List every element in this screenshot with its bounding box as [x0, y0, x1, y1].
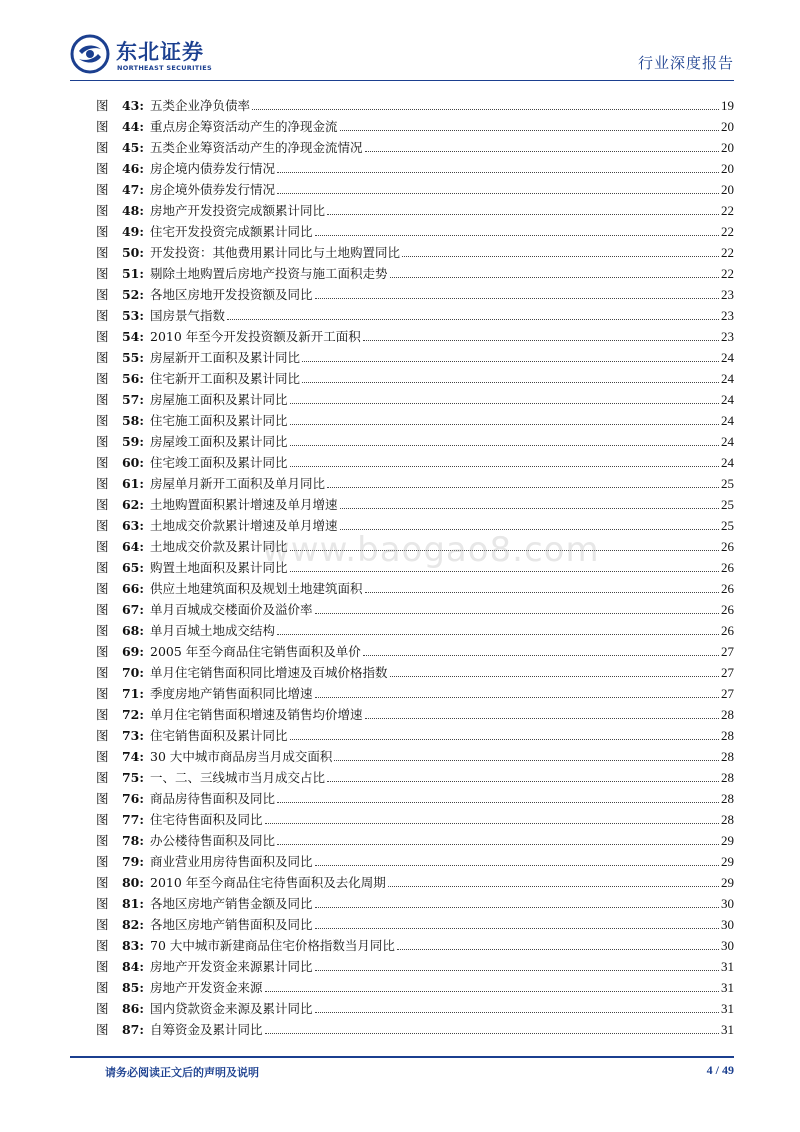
toc-entry[interactable] — [96, 303, 734, 324]
figure-label: 图 — [96, 329, 109, 344]
figure-title: 五类企业净负债率 — [150, 98, 251, 113]
figure-page-number: 30 — [721, 917, 734, 932]
figure-page-number: 24 — [721, 455, 734, 470]
figure-page-number: 30 — [721, 896, 734, 911]
dot-leader — [388, 885, 719, 887]
figure-title: 房屋新开工面积及累计同比 — [150, 350, 301, 365]
dot-leader — [277, 633, 719, 635]
figure-title: 单月百城土地成交结构 — [150, 623, 276, 638]
dot-leader — [327, 213, 719, 215]
figure-page-number: 28 — [721, 812, 734, 827]
figure-title: 住宅开发投资完成额累计同比 — [150, 224, 313, 239]
figure-label: 图 — [96, 560, 109, 575]
toc-entry[interactable] — [96, 471, 734, 492]
figure-page-number: 19 — [721, 98, 734, 113]
figure-title: 开发投资：其他费用累计同比与土地购置同比 — [150, 245, 401, 260]
toc-entry[interactable] — [96, 996, 734, 1017]
brand-name-en: NORTHEAST SECURITIES — [117, 64, 212, 72]
figure-label: 图 — [96, 896, 109, 911]
figure-number: 74: — [121, 749, 144, 764]
toc-entry[interactable] — [96, 366, 734, 387]
figure-page-number: 28 — [721, 770, 734, 785]
figure-label: 图 — [96, 266, 109, 281]
toc-entry[interactable] — [96, 849, 734, 870]
figure-title: 2005 年至今商品住宅销售面积及单价 — [150, 644, 361, 659]
figure-title: 单月住宅销售面积增速及销售均价增速 — [150, 707, 363, 722]
toc-entry[interactable] — [96, 1017, 734, 1038]
figure-label: 图 — [96, 1001, 109, 1016]
figure-label: 图 — [96, 182, 109, 197]
figure-page-number: 27 — [721, 686, 734, 701]
watermark: www.baogao8.com — [262, 530, 600, 570]
toc-entry[interactable] — [96, 198, 734, 219]
dot-leader — [315, 234, 719, 236]
figure-number: 70: — [121, 665, 144, 680]
toc-entry[interactable] — [96, 450, 734, 471]
figure-title: 土地成交价款及累计同比 — [150, 539, 288, 554]
dot-leader — [340, 507, 719, 509]
figure-number: 85: — [121, 980, 144, 995]
toc-entry[interactable] — [96, 660, 734, 681]
figure-title: 五类企业筹资活动产生的净现金流情况 — [150, 140, 363, 155]
figure-page-number: 20 — [721, 182, 734, 197]
figure-page-number: 29 — [721, 833, 734, 848]
figure-label: 图 — [96, 644, 109, 659]
figure-number: 64: — [121, 539, 144, 554]
figure-page-number: 29 — [721, 854, 734, 869]
figure-number: 60: — [121, 455, 144, 470]
figure-title: 购置土地面积及累计同比 — [150, 560, 288, 575]
toc-entry[interactable] — [96, 576, 734, 597]
figure-number: 77: — [121, 812, 144, 827]
figure-number: 43: — [121, 98, 144, 113]
report-type-label: 行业深度报告 — [637, 54, 734, 72]
figure-label: 图 — [96, 434, 109, 449]
figure-label: 图 — [96, 140, 109, 155]
figure-number: 50: — [121, 245, 144, 260]
northeast-securities-logo-icon — [70, 34, 110, 74]
dot-leader — [397, 948, 719, 950]
footer-divider — [70, 1056, 734, 1058]
dot-leader — [363, 339, 719, 341]
header-divider — [70, 80, 734, 81]
toc-entry[interactable] — [96, 681, 734, 702]
toc-entry[interactable] — [96, 912, 734, 933]
figure-page-number: 22 — [721, 245, 734, 260]
toc-entry[interactable] — [96, 345, 734, 366]
figure-title: 房地产开发投资完成额累计同比 — [150, 203, 326, 218]
toc-entry[interactable] — [96, 933, 734, 954]
figure-label: 图 — [96, 812, 109, 827]
figure-title: 剔除土地购置后房地产投资与施工面积走势 — [150, 266, 388, 281]
toc-entry[interactable] — [96, 114, 734, 135]
figure-title: 商业营业用房待售面积及同比 — [150, 854, 313, 869]
toc-entry[interactable] — [96, 429, 734, 450]
figure-title: 土地成交价款累计增速及单月增速 — [150, 518, 338, 533]
figure-label: 图 — [96, 539, 109, 554]
figure-label: 图 — [96, 959, 109, 974]
figure-page-number: 24 — [721, 350, 734, 365]
figure-label: 图 — [96, 875, 109, 890]
figure-label: 图 — [96, 476, 109, 491]
figure-label: 图 — [96, 308, 109, 323]
figure-title: 房企境内债券发行情况 — [150, 161, 276, 176]
dot-leader — [340, 129, 719, 131]
figure-title: 房地产开发资金来源 — [150, 980, 263, 995]
toc-entry[interactable] — [96, 765, 734, 786]
figure-number: 82: — [121, 917, 144, 932]
figure-label: 图 — [96, 791, 109, 806]
figure-label: 图 — [96, 98, 109, 113]
figure-title: 重点房企筹资活动产生的净现金流 — [150, 119, 338, 134]
figure-label: 图 — [96, 665, 109, 680]
figure-page-number: 27 — [721, 665, 734, 680]
figure-number: 44: — [121, 119, 144, 134]
figure-number: 75: — [121, 770, 144, 785]
dot-leader — [363, 654, 719, 656]
figure-number: 45: — [121, 140, 144, 155]
figure-label: 图 — [96, 770, 109, 785]
dot-leader — [277, 192, 719, 194]
figure-number: 57: — [121, 392, 144, 407]
dot-leader — [315, 696, 719, 698]
figure-number: 55: — [121, 350, 144, 365]
toc-entry[interactable] — [96, 261, 734, 282]
figure-number: 83: — [121, 938, 144, 953]
dot-leader — [365, 591, 719, 593]
dot-leader — [227, 318, 719, 320]
dot-leader — [365, 717, 719, 719]
figure-label: 图 — [96, 161, 109, 176]
toc-entry[interactable] — [96, 975, 734, 996]
figure-title: 各地区房地产销售金额及同比 — [150, 896, 313, 911]
figure-title: 房地产开发资金来源累计同比 — [150, 959, 313, 974]
dot-leader — [302, 360, 719, 362]
figure-label: 图 — [96, 917, 109, 932]
figure-number: 72: — [121, 707, 144, 722]
figure-number: 79: — [121, 854, 144, 869]
figure-number: 52: — [121, 287, 144, 302]
toc-entry[interactable] — [96, 324, 734, 345]
dot-leader — [277, 801, 719, 803]
figure-number: 49: — [121, 224, 144, 239]
figure-page-number: 28 — [721, 707, 734, 722]
figure-label: 图 — [96, 497, 109, 512]
figure-number: 61: — [121, 476, 144, 491]
figure-page-number: 24 — [721, 413, 734, 428]
figure-title: 房企境外债券发行情况 — [150, 182, 276, 197]
brand-name-cn: 东北证券 — [116, 40, 204, 64]
figure-label: 图 — [96, 728, 109, 743]
figure-page-number: 24 — [721, 392, 734, 407]
figure-title: 办公楼待售面积及同比 — [150, 833, 276, 848]
figure-title: 住宅新开工面积及累计同比 — [150, 371, 301, 386]
figure-title: 国房景气指数 — [150, 308, 226, 323]
figure-number: 73: — [121, 728, 144, 743]
toc-entry[interactable] — [96, 891, 734, 912]
figure-number: 63: — [121, 518, 144, 533]
figure-page-number: 31 — [721, 959, 734, 974]
figure-title: 供应土地建筑面积及规划土地建筑面积 — [150, 581, 363, 596]
figure-label: 图 — [96, 392, 109, 407]
dot-leader — [290, 738, 719, 740]
figure-label: 图 — [96, 749, 109, 764]
toc-entry[interactable] — [96, 387, 734, 408]
figure-page-number: 20 — [721, 161, 734, 176]
dot-leader — [390, 276, 719, 278]
figure-title: 2010 年至今商品住宅待售面积及去化周期 — [150, 875, 386, 890]
figure-number: 47: — [121, 182, 144, 197]
figure-page-number: 26 — [721, 560, 734, 575]
toc-entry[interactable] — [96, 618, 734, 639]
figure-page-number: 26 — [721, 623, 734, 638]
dot-leader — [277, 843, 719, 845]
dot-leader — [290, 444, 719, 446]
figure-number: 81: — [121, 896, 144, 911]
figure-number: 78: — [121, 833, 144, 848]
figure-number: 54: — [121, 329, 144, 344]
page-number: 4 / 49 — [706, 1063, 734, 1077]
disclaimer-note: 请务必阅读正文后的声明及说明 — [105, 1066, 259, 1079]
figure-page-number: 25 — [721, 497, 734, 512]
toc-entry[interactable] — [96, 492, 734, 513]
figure-label: 图 — [96, 581, 109, 596]
toc-entry[interactable] — [96, 282, 734, 303]
figure-page-number: 20 — [721, 140, 734, 155]
figure-page-number: 28 — [721, 728, 734, 743]
figure-page-number: 22 — [721, 203, 734, 218]
dot-leader — [290, 465, 719, 467]
figure-label: 图 — [96, 203, 109, 218]
toc-entry[interactable] — [96, 639, 734, 660]
toc-entry[interactable] — [96, 219, 734, 240]
figure-label: 图 — [96, 119, 109, 134]
figure-number: 65: — [121, 560, 144, 575]
figure-label: 图 — [96, 224, 109, 239]
figure-title: 2010 年至今开发投资额及新开工面积 — [150, 329, 361, 344]
dot-leader — [265, 990, 719, 992]
dot-leader — [277, 171, 719, 173]
figure-title: 住宅施工面积及累计同比 — [150, 413, 288, 428]
figure-number: 56: — [121, 371, 144, 386]
figure-number: 59: — [121, 434, 144, 449]
toc-entry[interactable] — [96, 177, 734, 198]
figure-page-number: 31 — [721, 980, 734, 995]
dot-leader — [290, 570, 719, 572]
dot-leader — [290, 402, 719, 404]
figure-label: 图 — [96, 938, 109, 953]
figure-page-number: 31 — [721, 1001, 734, 1016]
figure-label: 图 — [96, 833, 109, 848]
figure-number: 87: — [121, 1022, 144, 1037]
toc-entry[interactable] — [96, 702, 734, 723]
figure-label: 图 — [96, 413, 109, 428]
figure-label: 图 — [96, 518, 109, 533]
toc-entry[interactable] — [96, 744, 734, 765]
figure-label: 图 — [96, 854, 109, 869]
figure-page-number: 22 — [721, 224, 734, 239]
figure-page-number: 23 — [721, 308, 734, 323]
dot-leader — [290, 423, 719, 425]
dot-leader — [252, 108, 719, 110]
dot-leader — [315, 1011, 719, 1013]
figure-title: 季度房地产销售面积同比增速 — [150, 686, 313, 701]
figure-label: 图 — [96, 350, 109, 365]
page-header — [70, 30, 734, 80]
figure-label: 图 — [96, 602, 109, 617]
figure-title: 单月百城成交楼面价及溢价率 — [150, 602, 313, 617]
toc-entry[interactable] — [96, 723, 734, 744]
figure-title: 住宅竣工面积及累计同比 — [150, 455, 288, 470]
figure-number: 76: — [121, 791, 144, 806]
figure-title: 住宅待售面积及同比 — [150, 812, 263, 827]
toc-entry[interactable] — [96, 870, 734, 891]
figure-number: 66: — [121, 581, 144, 596]
figure-page-number: 24 — [721, 434, 734, 449]
figure-title: 30 大中城市商品房当月成交面积 — [150, 749, 333, 764]
figure-title: 房屋施工面积及累计同比 — [150, 392, 288, 407]
toc-entry[interactable] — [96, 93, 734, 114]
figure-title: 房屋单月新开工面积及单月同比 — [150, 476, 326, 491]
figure-label: 图 — [96, 686, 109, 701]
figure-title: 70 大中城市新建商品住宅价格指数当月同比 — [150, 938, 395, 953]
figure-page-number: 26 — [721, 581, 734, 596]
figure-number: 86: — [121, 1001, 144, 1016]
dot-leader — [334, 759, 719, 761]
toc-entry[interactable] — [96, 954, 734, 975]
figure-page-number: 29 — [721, 875, 734, 890]
figure-title: 各地区房地产销售面积及同比 — [150, 917, 313, 932]
dot-leader — [315, 297, 719, 299]
dot-leader — [327, 486, 719, 488]
figure-title: 商品房待售面积及同比 — [150, 791, 276, 806]
dot-leader — [302, 381, 719, 383]
figure-page-number: 25 — [721, 476, 734, 491]
figure-page-number: 31 — [721, 1022, 734, 1037]
figure-label: 图 — [96, 245, 109, 260]
figure-title: 住宅销售面积及累计同比 — [150, 728, 288, 743]
dot-leader — [402, 255, 719, 257]
dot-leader — [327, 780, 719, 782]
dot-leader — [365, 150, 719, 152]
toc-entry[interactable] — [96, 807, 734, 828]
figure-title: 自筹资金及累计同比 — [150, 1022, 263, 1037]
toc-entry[interactable] — [96, 786, 734, 807]
toc-entry[interactable] — [96, 135, 734, 156]
figure-page-number: 22 — [721, 266, 734, 281]
toc-entry[interactable] — [96, 828, 734, 849]
dot-leader — [315, 927, 719, 929]
figure-title: 单月住宅销售面积同比增速及百城价格指数 — [150, 665, 388, 680]
figure-number: 84: — [121, 959, 144, 974]
toc-entry[interactable] — [96, 597, 734, 618]
figure-number: 80: — [121, 875, 144, 890]
figure-number: 48: — [121, 203, 144, 218]
figure-page-number: 25 — [721, 518, 734, 533]
figure-page-number: 30 — [721, 938, 734, 953]
figure-title: 房屋竣工面积及累计同比 — [150, 434, 288, 449]
figure-page-number: 23 — [721, 287, 734, 302]
figure-page-number: 27 — [721, 644, 734, 659]
dot-leader — [390, 675, 719, 677]
figure-label: 图 — [96, 371, 109, 386]
figure-number: 53: — [121, 308, 144, 323]
figure-number: 51: — [121, 266, 144, 281]
toc-entry[interactable] — [96, 240, 734, 261]
figure-page-number: 26 — [721, 602, 734, 617]
figure-page-number: 28 — [721, 749, 734, 764]
figure-number: 69: — [121, 644, 144, 659]
figure-page-number: 23 — [721, 329, 734, 344]
figure-page-number: 24 — [721, 371, 734, 386]
figure-number: 68: — [121, 623, 144, 638]
figure-label: 图 — [96, 1022, 109, 1037]
dot-leader — [265, 1032, 719, 1034]
toc-entry[interactable] — [96, 408, 734, 429]
figure-page-number: 20 — [721, 119, 734, 134]
figure-page-number: 28 — [721, 791, 734, 806]
dot-leader — [315, 906, 719, 908]
figure-label: 图 — [96, 980, 109, 995]
figure-number: 58: — [121, 413, 144, 428]
dot-leader — [315, 612, 719, 614]
dot-leader — [265, 822, 719, 824]
figure-number: 46: — [121, 161, 144, 176]
dot-leader — [315, 969, 719, 971]
figure-title: 国内贷款资金来源及累计同比 — [150, 1001, 313, 1016]
figure-title: 一、二、三线城市当月成交占比 — [150, 770, 326, 785]
dot-leader — [315, 864, 719, 866]
figure-number: 62: — [121, 497, 144, 512]
figure-number: 71: — [121, 686, 144, 701]
toc-entry[interactable] — [96, 156, 734, 177]
figure-title: 各地区房地开发投资额及同比 — [150, 287, 313, 302]
figure-label: 图 — [96, 707, 109, 722]
figure-page-number: 26 — [721, 539, 734, 554]
figure-label: 图 — [96, 455, 109, 470]
figure-label: 图 — [96, 623, 109, 638]
figure-number: 67: — [121, 602, 144, 617]
figure-title: 土地购置面积累计增速及单月增速 — [150, 497, 338, 512]
figure-label: 图 — [96, 287, 109, 302]
